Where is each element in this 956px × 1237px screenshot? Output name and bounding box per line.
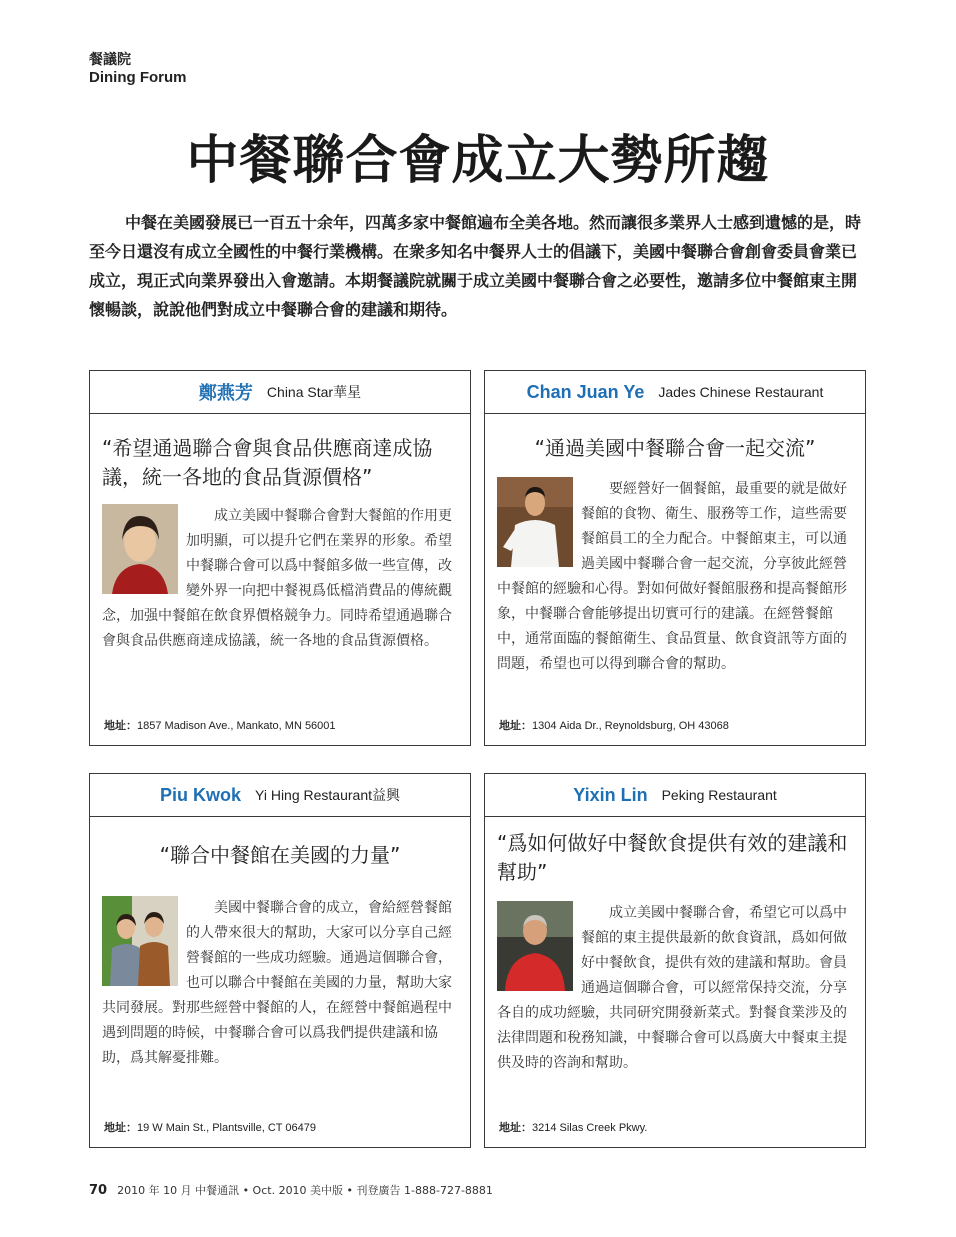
section-label: [89, 52, 187, 86]
card-address: [104, 1119, 316, 1135]
card-body: 成立美國中餐聯合會對大餐館的作用更加明顯，可以提升它們在業界的形象。希望中餐聯合會可以爲中餐館多做一些宣傳，改變外界一向把中餐視爲低檔消費品的傳統觀念，加强中餐館在飲食界價格競争力。同時希望通過聯合會與食品供應商達成協議，統一各地的食品貨源價格。: [102, 508, 452, 649]
card-header: [90, 371, 470, 414]
card-quote: “聯合中餐館在美國的力量”: [159, 843, 401, 867]
interview-card: [484, 370, 866, 746]
card-address: [499, 717, 729, 733]
restaurant-name: China Star華星: [266, 384, 362, 400]
address-label: 地址：: [499, 719, 532, 732]
address-value: 3214 Silas Creek Pkwy.: [532, 1122, 648, 1134]
card-body: 要經營好一個餐館，最重要的就是做好餐館的食物、衛生、服務等工作，這些需要餐館員工的全力配合。中餐館東主，可以通過美國中餐聯合會一起交流，分享彼此經營中餐館的經驗和心得。對如何做好餐館服務和提高餐館形象，中餐聯合會能够提出切實可行的建議。在經營餐館中，通常面臨的餐館衛生、食品質量、飲食資訊等方面的問題，希望也可以得到聯合會的幫助。: [497, 481, 847, 672]
restaurant-name: Peking Restaurant: [661, 787, 777, 803]
restaurant-name: Yi Hing Restaurant益興: [255, 787, 400, 803]
address-value: 19 W Main St., Plantsville, CT 06479: [137, 1122, 316, 1134]
article-intro: 中餐在美國發展已一百五十余年，四萬多家中餐館遍布全美各地。然而讓很多業界人士感到遺憾的是，時至今日還沒有成立全國性的中餐行業機構。在衆多知名中餐界人士的倡議下，美國中餐聯合會創會委員會業已成立，現正式向業界發出入會邀請。本期餐議院就關于成立美國中餐聯合會之必要性，邀請多位中餐館東主開懷暢談，說說他們對成立中餐聯合會的建議和期待。: [89, 213, 862, 319]
card-quote: “希望通過聯合會與食品供應商達成協議，統一各地的食品貨源價格”: [102, 436, 433, 489]
card-body: 美國中餐聯合會的成立，會給經營餐館的人帶來很大的幫助，大家可以分享自己經營餐館的一些成功經驗。通過這個聯合會，也可以聯合中餐館在美國的力量，幫助大家共同發展。對那些經營中餐館的人，在經營中餐館過程中遇到問題的時候，中餐聯合會可以爲我們提供建議和協助，爲其解憂排難。: [102, 900, 452, 1066]
card-header: [90, 774, 470, 817]
interview-card: [89, 370, 471, 746]
page-footer: [89, 1182, 493, 1198]
address-value: 1857 Madison Ave., Mankato, MN 56001: [137, 720, 336, 732]
card-quote: “爲如何做好中餐飲食提供有效的建議和幫助”: [497, 831, 848, 884]
card-address: [104, 717, 336, 733]
interview-card: [484, 773, 866, 1148]
card-header: [485, 774, 865, 817]
interviewee-photo: [497, 901, 573, 991]
address-label: 地址：: [499, 1121, 532, 1134]
card-header: [485, 371, 865, 414]
interviewee-photo: [102, 504, 178, 594]
card-quote: “通過美國中餐聯合會一起交流”: [534, 436, 816, 460]
interviewee-name: Chan Juan Ye: [526, 381, 645, 402]
interviewee-photo: [497, 477, 573, 567]
section-label-zh: 餐議院: [89, 52, 131, 68]
footer-text: 2010 年 10 月 中餐通訊 • Oct. 2010 美中版 • 刊登廣告 1-888-727-8881: [117, 1184, 493, 1197]
article-title: 中餐聯合會成立大勢所趨: [186, 130, 770, 191]
interviewee-name: Piu Kwok: [160, 784, 242, 805]
interviewee-photo: [102, 896, 178, 986]
address-label: 地址：: [104, 719, 137, 732]
section-label-en: Dining Forum: [89, 69, 187, 86]
address-label: 地址：: [104, 1121, 137, 1134]
interviewee-name: Yixin Lin: [573, 784, 648, 805]
card-address: [499, 1119, 647, 1135]
restaurant-name: Jades Chinese Restaurant: [658, 384, 824, 400]
interviewee-name: 鄭燕芳: [198, 383, 253, 403]
card-body: 成立美國中餐聯合會，希望它可以爲中餐館的東主提供最新的飲食資訊，爲如何做好中餐飲食，提供有效的建議和幫助。會員通過這個聯合會，可以經常保持交流，分享各自的成功經驗，共同研究開發新菜式。對餐食業涉及的法律問題和稅務知識，中餐聯合會可以爲廣大中餐東主提供及時的咨詢和幫助。: [497, 905, 847, 1071]
interview-card: [89, 773, 471, 1148]
address-value: 1304 Aida Dr., Reynoldsburg, OH 43068: [532, 720, 729, 732]
page-number: 70: [89, 1183, 108, 1198]
